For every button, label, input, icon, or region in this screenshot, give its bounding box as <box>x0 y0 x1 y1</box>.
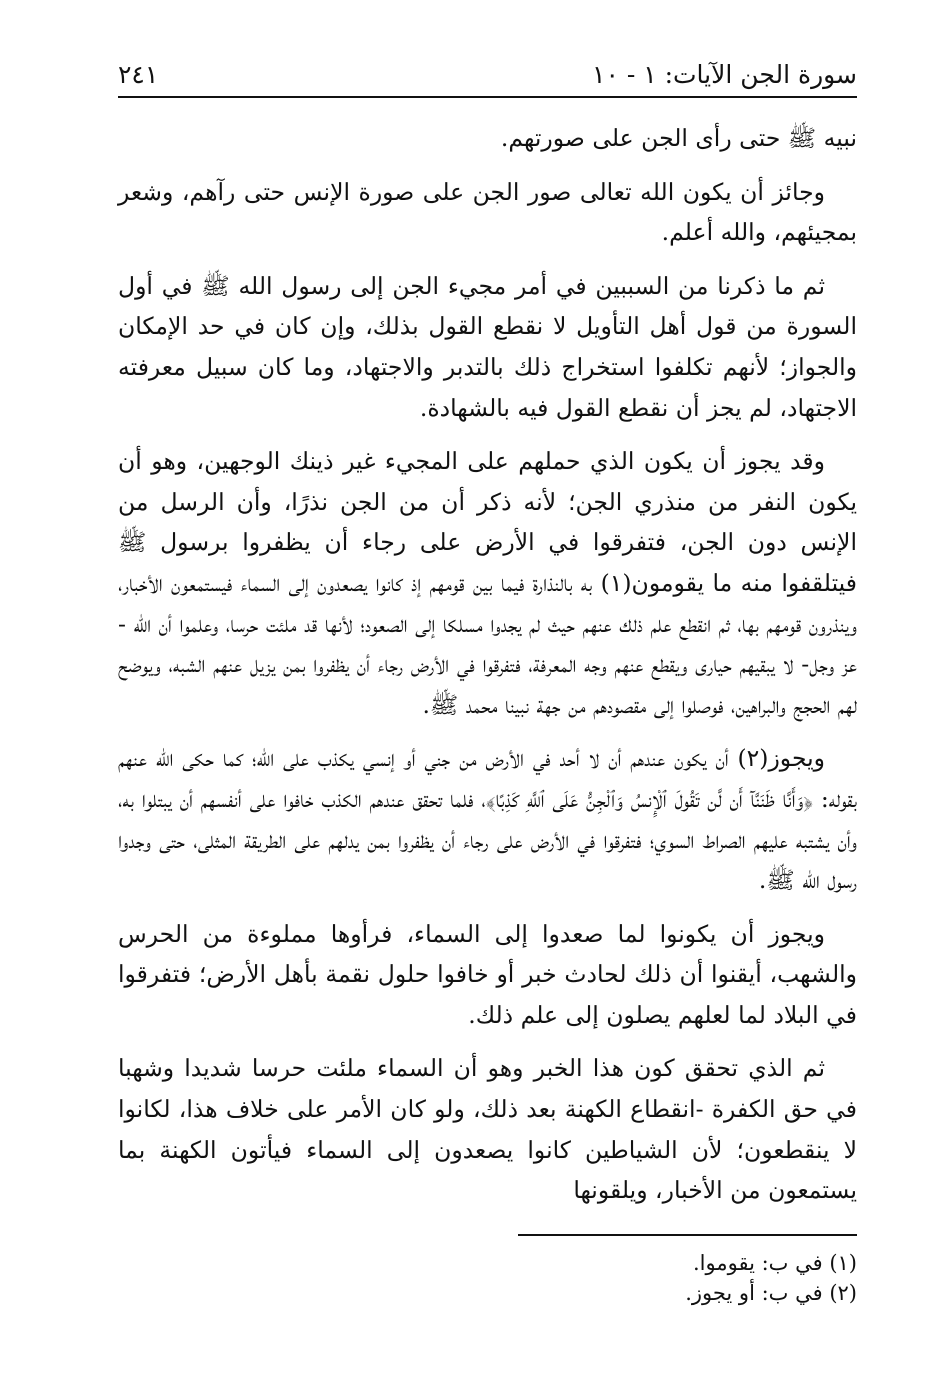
paragraph: ثم الذي تحقق كون هذا الخبر وهو أن السماء ملئت حرسا شديدا وشهبا في حق الكفرة -انقطاع الكهنة بعد ذلك، ولو كان الأمر على خلاف هذا، لكانوا لا ينقطعون؛ لأن الشياطين كانوا يصعدون إلى السماء فيأتون الكهنة بما يستمعون من الأخبار، ويلقونها <box>118 1054 857 1205</box>
footnote: (٢) في ب: أو يجوز. <box>685 1281 857 1305</box>
footnote-divider <box>518 1234 857 1236</box>
running-header <box>118 58 857 98</box>
header-title: سورة الجن الآيات: ١ - ١٠ <box>592 60 857 89</box>
paragraph: ويجوز أن يكونوا لما صعدوا إلى السماء، فرأوها مملوءة من الحرس والشهب، أيقنوا أن ذلك لحادث خبر أو خافوا حلول نقمة بأهل الأرض؛ فتفرقوا في البلاد لما لعلهم يصلون إلى علم ذلك. <box>118 919 857 1029</box>
page-number: ٢٤١ <box>118 60 159 89</box>
paragraph: ثم ما ذكرنا من السببين في أمر مجيء الجن إلى رسول الله ﷺ في أول السورة من قول أهل التأويل لا نقطع القول بذلك، وإن كان في حد الإمكان والجواز؛ لأنهم تكلفوا استخراج ذلك بالتدبر والاجتهاد، وما كان سبيل معرفته الاجتهاد، لم يجز أن نقطع القول فيه بالشهادة. <box>118 271 857 422</box>
paragraph: وقد يجوز أن يكون الذي حملهم على المجيء غير ذينك الوجهين، وهو أن يكون النفر من منذري الجن؛ لأنه ذكر أن من الجن نذرًا، وأن الرسل من الإنس دون الجن، فتفرقوا في الأرض على رجاء أن يظفروا برسول ﷺ فيتلقفوا منه ما يقومون(١) به بالنذارة فيما بين قومهم إذ كانوا يصعدون إلى السماء فيستمعون الأخبار، وينذرون قومهم بها، ثم انقطع علم ذلك عنهم حيث لم يجدوا مسلكا إلى الصعود؛ لأنها قد ملئت حرسا، وعلموا أن الله - عز وجل- لا يبقيهم حيارى ويقطع عنهم وجه المعرفة، فتفرقوا في الأرض رجاء أن يظفروا بمن يزيل عنهم الشبه، ويوضح لهم الحجج والبراهين، فوصلوا إلى مقصودهم من جهة نبينا محمد ﷺ. <box>118 447 857 719</box>
paragraph: نبيه ﷺ حتى رأى الجن على صورتهم. <box>500 124 857 152</box>
footnotes <box>357 1248 857 1308</box>
body-text <box>118 118 857 1224</box>
paragraph: ويجوز(٢) أن يكون عندهم أن لا أحد في الأرض من جني أو إنسي يكذب على الله؛ كما حكى الله عنهم بقوله: ﴿وَأَنَّا ظَنَنَّآ أَن لَّن تَقُولَ ٱلْإِنسُ وَٱلْجِنُّ عَلَى ٱللَّهِ كَذِبًا﴾، فلما تحقق عندهم الكذب خافوا على أنفسهم أن يبتلوا به، وأن يشتبه عليهم الصراط السوي؛ فتفرقوا في الأرض على رجاء أن يظفروا بمن يدلهم على الطريقة المثلى، حتى وجدوا رسول الله ﷺ. <box>118 744 857 895</box>
paragraph: وجائز أن يكون الله تعالى صور الجن على صورة الإنس حتى رآهم، وشعر بمجيئهم، والله أعلم. <box>118 177 857 247</box>
footnote: (١) في ب: يقوموا. <box>692 1251 857 1275</box>
